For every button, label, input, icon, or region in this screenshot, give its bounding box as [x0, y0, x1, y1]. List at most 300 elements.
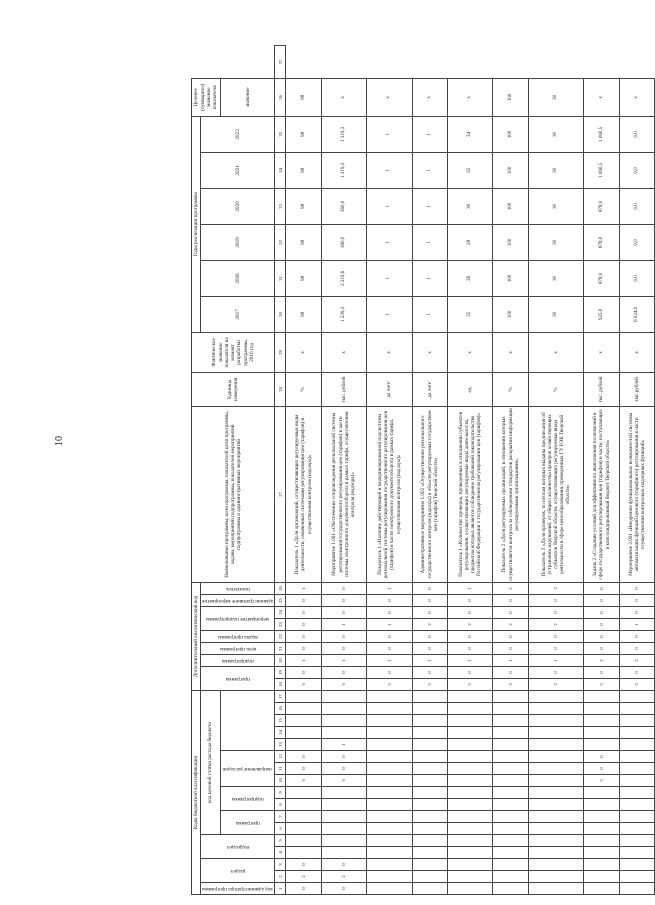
column-number: 8: [275, 799, 286, 811]
code-cell: 0: [286, 631, 321, 643]
year-value: 100: [493, 296, 528, 332]
year-value: 30: [528, 224, 584, 260]
year-value: 925,0: [584, 296, 619, 332]
header-col-program: программа: [201, 667, 275, 691]
year-value: 30: [528, 188, 584, 224]
code-cell: [321, 787, 366, 799]
year-value: 1: [367, 260, 412, 296]
row-name: Мероприятие 1.001 «Обеспечение сопровождения региональной системы регулирования государственного регулирования цен (тарифов) в части системы электронного документооборота в рамках тарифа, осуществления контроля (надзора)»: [321, 406, 366, 582]
code-cell: 3: [619, 679, 654, 691]
table-row: [447, 46, 492, 895]
page-number: 10: [54, 436, 65, 446]
code-cell: [367, 859, 412, 871]
row-target: х: [584, 78, 619, 116]
year-value: 28: [447, 224, 492, 260]
code-cell: [412, 763, 447, 775]
code-cell: [493, 751, 528, 763]
code-cell: [493, 835, 528, 847]
code-cell: 0: [447, 607, 492, 619]
header-kbk-program: программа: [220, 811, 274, 835]
code-cell: [619, 799, 654, 811]
code-cell: 0: [321, 595, 366, 607]
code-cell: [367, 799, 412, 811]
code-cell: [447, 847, 492, 859]
code-cell: [286, 727, 321, 739]
code-cell: 3: [528, 679, 584, 691]
code-cell: [584, 835, 619, 847]
code-cell: 0: [412, 607, 447, 619]
code-cell: [528, 763, 584, 775]
code-cell: [447, 715, 492, 727]
year-value: 100: [493, 116, 528, 152]
code-cell: 0: [412, 582, 447, 594]
code-cell: 0: [412, 667, 447, 679]
year-value: 98: [286, 224, 321, 260]
code-cell: 0: [493, 643, 528, 655]
code-cell: [286, 799, 321, 811]
code-cell: [412, 859, 447, 871]
row-unit: тыс.рублей: [619, 372, 654, 406]
code-cell: [619, 739, 654, 751]
row-target: х: [447, 78, 492, 116]
code-cell: 0: [528, 595, 584, 607]
year-value: 100: [493, 188, 528, 224]
code-cell: [447, 727, 492, 739]
code-cell: 0: [584, 667, 619, 679]
code-cell: [367, 847, 412, 859]
code-cell: [321, 823, 366, 835]
code-cell: [367, 883, 412, 895]
code-cell: [619, 727, 654, 739]
code-cell: 0: [584, 595, 619, 607]
column-number: 20: [275, 655, 286, 667]
code-cell: 2: [528, 619, 584, 631]
code-cell: [412, 871, 447, 883]
table-row: [619, 46, 654, 895]
year-value: 878,0: [584, 224, 619, 260]
code-cell: 3: [367, 679, 412, 691]
code-cell: 0: [584, 631, 619, 643]
row-base: х: [619, 332, 654, 372]
column-number: 28: [275, 372, 286, 406]
row-base: х: [412, 332, 447, 372]
code-cell: 3: [447, 679, 492, 691]
row-name: Показатель 2 «Доля регулируемых организаций, в отношении которых осуществляется контроль за соблюдением стандартов раскрытия информации регулируемыми организациями»: [493, 406, 528, 582]
header-kbk-subgroup: код целевой статьи расхода бюджета: [201, 691, 221, 835]
code-cell: [321, 847, 366, 859]
year-value: 2 219,6: [321, 260, 366, 296]
row-target: 30: [528, 78, 584, 116]
year-value: 30: [528, 260, 584, 296]
year-value: 1 060,5: [584, 116, 619, 152]
code-cell: [619, 751, 654, 763]
code-cell: [528, 715, 584, 727]
code-cell: 0: [528, 631, 584, 643]
code-cell: [619, 763, 654, 775]
code-cell: [447, 883, 492, 895]
column-number: 15: [275, 715, 286, 727]
column-number: 18: [275, 679, 286, 691]
year-value: 0,0: [619, 116, 654, 152]
year-value: 100: [493, 260, 528, 296]
code-cell: [412, 799, 447, 811]
column-number: 36: [275, 78, 286, 116]
code-cell: 0: [493, 607, 528, 619]
code-cell: [528, 883, 584, 895]
year-value: 30: [528, 296, 584, 332]
year-2020: 2020: [201, 188, 275, 224]
code-cell: 1: [286, 655, 321, 667]
code-cell: 1: [321, 739, 366, 751]
code-cell: [619, 835, 654, 847]
column-number: 3: [275, 859, 286, 871]
code-cell: [447, 775, 492, 787]
code-cell: [528, 727, 584, 739]
row-target: 98: [286, 78, 321, 116]
code-cell: [412, 847, 447, 859]
code-cell: [412, 751, 447, 763]
code-cell: [528, 751, 584, 763]
code-cell: 0: [286, 619, 321, 631]
row-target: 100: [493, 78, 528, 116]
year-value: 878,0: [584, 260, 619, 296]
code-cell: [528, 739, 584, 751]
row-target: х: [367, 78, 412, 116]
column-number: 23: [275, 619, 286, 631]
column-number: 4: [275, 847, 286, 859]
code-cell: [584, 703, 619, 715]
year-value: 100: [493, 224, 528, 260]
column-number: 5: [275, 835, 286, 847]
code-cell: 0: [286, 667, 321, 679]
header-col-measures: мероприятие подпрограммы: [201, 607, 275, 631]
code-cell: [528, 691, 584, 703]
year-value: 1: [412, 188, 447, 224]
row-base: х: [584, 332, 619, 372]
code-cell: 0: [321, 859, 366, 871]
code-cell: 3: [286, 775, 321, 787]
code-cell: 1: [447, 655, 492, 667]
header-col-podrazdel: подраздел: [201, 835, 275, 859]
code-cell: [412, 883, 447, 895]
code-cell: 1: [321, 655, 366, 667]
code-cell: 0: [412, 643, 447, 655]
year-value: 98: [286, 116, 321, 152]
code-cell: [528, 799, 584, 811]
code-cell: 1: [412, 655, 447, 667]
code-cell: [412, 691, 447, 703]
code-cell: [584, 787, 619, 799]
row-unit: тыс. рублей: [584, 372, 619, 406]
code-cell: [584, 871, 619, 883]
code-cell: 0: [619, 631, 654, 643]
code-cell: [412, 715, 447, 727]
column-number: 7: [275, 811, 286, 823]
code-cell: 2: [412, 619, 447, 631]
row-base: х: [493, 332, 528, 372]
code-cell: [493, 691, 528, 703]
code-cell: 0: [367, 631, 412, 643]
column-number: 10: [275, 775, 286, 787]
year-value: 30: [528, 152, 584, 188]
code-cell: [412, 811, 447, 823]
code-cell: [584, 859, 619, 871]
year-value: 98: [286, 260, 321, 296]
code-cell: 0: [367, 667, 412, 679]
code-cell: [367, 739, 412, 751]
code-cell: 0: [321, 667, 366, 679]
code-cell: [367, 835, 412, 847]
code-cell: 0: [367, 607, 412, 619]
year-value: 1 319,3: [321, 116, 366, 152]
year-value: 1 239,3: [321, 296, 366, 332]
year-2021: 2021: [201, 152, 275, 188]
code-cell: 0: [286, 859, 321, 871]
code-cell: [367, 703, 412, 715]
code-cell: 1: [367, 655, 412, 667]
header-base: Фактическое значение показателя на момент разработки программы, 2016 год: [192, 332, 275, 372]
code-cell: 1: [367, 582, 412, 594]
code-cell: [619, 775, 654, 787]
table-row: [584, 46, 619, 895]
code-cell: [619, 811, 654, 823]
code-cell: 0: [584, 619, 619, 631]
code-cell: [447, 751, 492, 763]
code-cell: [286, 787, 321, 799]
row-base: х: [528, 332, 584, 372]
code-cell: [367, 727, 412, 739]
column-number: 16: [275, 703, 286, 715]
code-cell: [619, 859, 654, 871]
header-row-1: [192, 46, 201, 895]
code-cell: [321, 835, 366, 847]
column-number: 6: [275, 823, 286, 835]
code-cell: [493, 847, 528, 859]
code-cell: 0: [493, 631, 528, 643]
year-value: 1: [412, 224, 447, 260]
header-years-group: Годы реализации программы: [192, 116, 201, 332]
column-number: 17: [275, 691, 286, 703]
column-number: 33: [275, 188, 286, 224]
code-cell: 1: [321, 619, 366, 631]
table-row: [528, 46, 584, 895]
column-number: 32: [275, 224, 286, 260]
code-cell: [493, 775, 528, 787]
code-cell: [367, 787, 412, 799]
header-kbk-subprogram: подпрограмма: [220, 787, 274, 811]
code-cell: [447, 871, 492, 883]
header-unit: Единица измерения: [192, 372, 275, 406]
code-cell: [412, 739, 447, 751]
header-kbk-blank: [220, 691, 274, 751]
year-value: 1: [367, 224, 412, 260]
year-value: 0,0: [619, 224, 654, 260]
code-cell: [619, 883, 654, 895]
column-number: 35: [275, 116, 286, 152]
code-cell: 0: [584, 582, 619, 594]
code-cell: [584, 799, 619, 811]
code-cell: [493, 739, 528, 751]
year-value: 1: [367, 152, 412, 188]
year-value: 30: [528, 116, 584, 152]
column-number: 27: [275, 406, 286, 582]
code-cell: 0: [321, 643, 366, 655]
code-cell: [286, 835, 321, 847]
header-col-admin: код администратора программы: [201, 883, 275, 895]
header-col-razdel: раздел: [201, 859, 275, 883]
code-cell: 3: [321, 775, 366, 787]
code-cell: [321, 715, 366, 727]
code-cell: [493, 799, 528, 811]
code-cell: [447, 823, 492, 835]
code-cell: 1: [619, 619, 654, 631]
year-value: 6 024,0: [619, 296, 654, 332]
table-row: [367, 46, 412, 895]
code-cell: [447, 835, 492, 847]
code-cell: [619, 787, 654, 799]
code-cell: [619, 823, 654, 835]
code-cell: 0: [286, 751, 321, 763]
code-cell: [584, 883, 619, 895]
table-row: [321, 46, 366, 895]
code-cell: [286, 847, 321, 859]
code-cell: [367, 751, 412, 763]
row-name: Административное мероприятие 1.002 «Осуществление регионального государственного контроля (надзора) в области регулируемых государством цен (тарифов) Тверской области»: [412, 406, 447, 582]
code-cell: [493, 811, 528, 823]
row-unit: %: [493, 372, 528, 406]
code-cell: [286, 823, 321, 835]
code-cell: 0: [619, 607, 654, 619]
code-cell: 0: [619, 643, 654, 655]
year-value: 32: [447, 152, 492, 188]
code-cell: 0: [321, 631, 366, 643]
year-value: 1: [412, 116, 447, 152]
column-number: 37: [275, 46, 286, 79]
code-cell: [584, 691, 619, 703]
code-cell: [412, 727, 447, 739]
code-cell: [286, 703, 321, 715]
code-cell: 3: [493, 679, 528, 691]
code-cell: [493, 787, 528, 799]
code-cell: 1: [367, 619, 412, 631]
program-table-sheet: [191, 45, 647, 895]
code-cell: [493, 883, 528, 895]
row-target: х: [412, 78, 447, 116]
year-value: 30: [447, 188, 492, 224]
code-cell: 0: [584, 643, 619, 655]
year-value: 1: [412, 296, 447, 332]
header-col-indicator: показатель: [201, 582, 275, 594]
row-unit: %: [528, 372, 584, 406]
year-value: 0,0: [619, 260, 654, 296]
code-cell: [321, 811, 366, 823]
code-cell: [412, 775, 447, 787]
row-target: х: [321, 78, 366, 116]
code-cell: [367, 775, 412, 787]
code-cell: 0: [286, 883, 321, 895]
code-cell: [528, 703, 584, 715]
code-cell: [528, 811, 584, 823]
header-col-task: задача программы: [201, 631, 275, 643]
code-cell: [619, 715, 654, 727]
code-cell: [584, 715, 619, 727]
code-cell: [584, 847, 619, 859]
code-cell: [619, 691, 654, 703]
row-target: х: [619, 78, 654, 116]
code-cell: [367, 823, 412, 835]
code-cell: 0: [367, 643, 412, 655]
code-cell: 0: [412, 631, 447, 643]
row-name: Показатель 1 «Наличие действующей и модернизированной подсистемы региональной системы регулирования государственного регулирования цен (тарифов) в части электронного документооборота в рамках тарифа, осуществления контроля (надзора)»: [367, 406, 412, 582]
year-value: 98: [286, 152, 321, 188]
code-cell: [367, 871, 412, 883]
column-number: 25: [275, 595, 286, 607]
code-cell: [367, 691, 412, 703]
year-value: 26: [447, 260, 492, 296]
code-cell: [493, 871, 528, 883]
row-name: Показатель 3 «Доля проверок, по итогам которых выданы предписания об устранении нарушений, от общего количества проверок хозяйствующих субъектов Тверской области, осуществляющих регулируемые виды деятельности в сфере ценообразования, проведенных ГУ РЭК Тверской области»: [528, 406, 584, 582]
code-cell: 0: [447, 667, 492, 679]
code-cell: [619, 847, 654, 859]
year-value: 878,0: [584, 188, 619, 224]
code-cell: 0: [584, 751, 619, 763]
code-cell: [321, 703, 366, 715]
code-cell: [321, 727, 366, 739]
code-cell: [412, 787, 447, 799]
table-row: [286, 46, 321, 895]
code-cell: 0: [528, 607, 584, 619]
column-number: 2: [275, 871, 286, 883]
year-value: 1 319,3: [321, 152, 366, 188]
code-cell: 0: [321, 763, 366, 775]
header-analytic-code: Дополнительный аналитический код: [192, 582, 201, 690]
year-2019: 2019: [201, 224, 275, 260]
code-cell: [447, 691, 492, 703]
code-cell: 0: [619, 582, 654, 594]
code-cell: 2: [493, 582, 528, 594]
year-value: 1: [367, 116, 412, 152]
code-cell: [493, 727, 528, 739]
column-numbers-row: [275, 46, 286, 895]
code-cell: 2: [286, 871, 321, 883]
row-base: х: [447, 332, 492, 372]
column-number: 19: [275, 667, 286, 679]
code-cell: 0: [321, 582, 366, 594]
row-unit: %: [286, 372, 321, 406]
code-cell: 2: [584, 655, 619, 667]
header-col-purpose: цель программы: [201, 643, 275, 655]
header-col-admin-measure: административное мероприятие: [201, 595, 275, 607]
code-cell: 0: [447, 631, 492, 643]
code-cell: 0: [286, 595, 321, 607]
code-cell: [584, 727, 619, 739]
code-cell: 3: [321, 679, 366, 691]
code-cell: 3: [584, 775, 619, 787]
row-name: Показатель 1 «Доля организаций, осуществляющих регулируемые виды деятельности, охваченных системами регулирования цен (тарифов) и осуществления контроля (надзора)»: [286, 406, 321, 582]
code-cell: [528, 871, 584, 883]
code-cell: [584, 811, 619, 823]
row-unit: да /нет/: [412, 372, 447, 406]
column-number: 21: [275, 643, 286, 655]
code-cell: [447, 763, 492, 775]
row-unit: тыс. рублей: [321, 372, 366, 406]
code-cell: 3: [584, 679, 619, 691]
column-number: 34: [275, 152, 286, 188]
code-cell: [321, 691, 366, 703]
row-base: х: [321, 332, 366, 372]
code-cell: [619, 871, 654, 883]
code-cell: 3: [528, 582, 584, 594]
